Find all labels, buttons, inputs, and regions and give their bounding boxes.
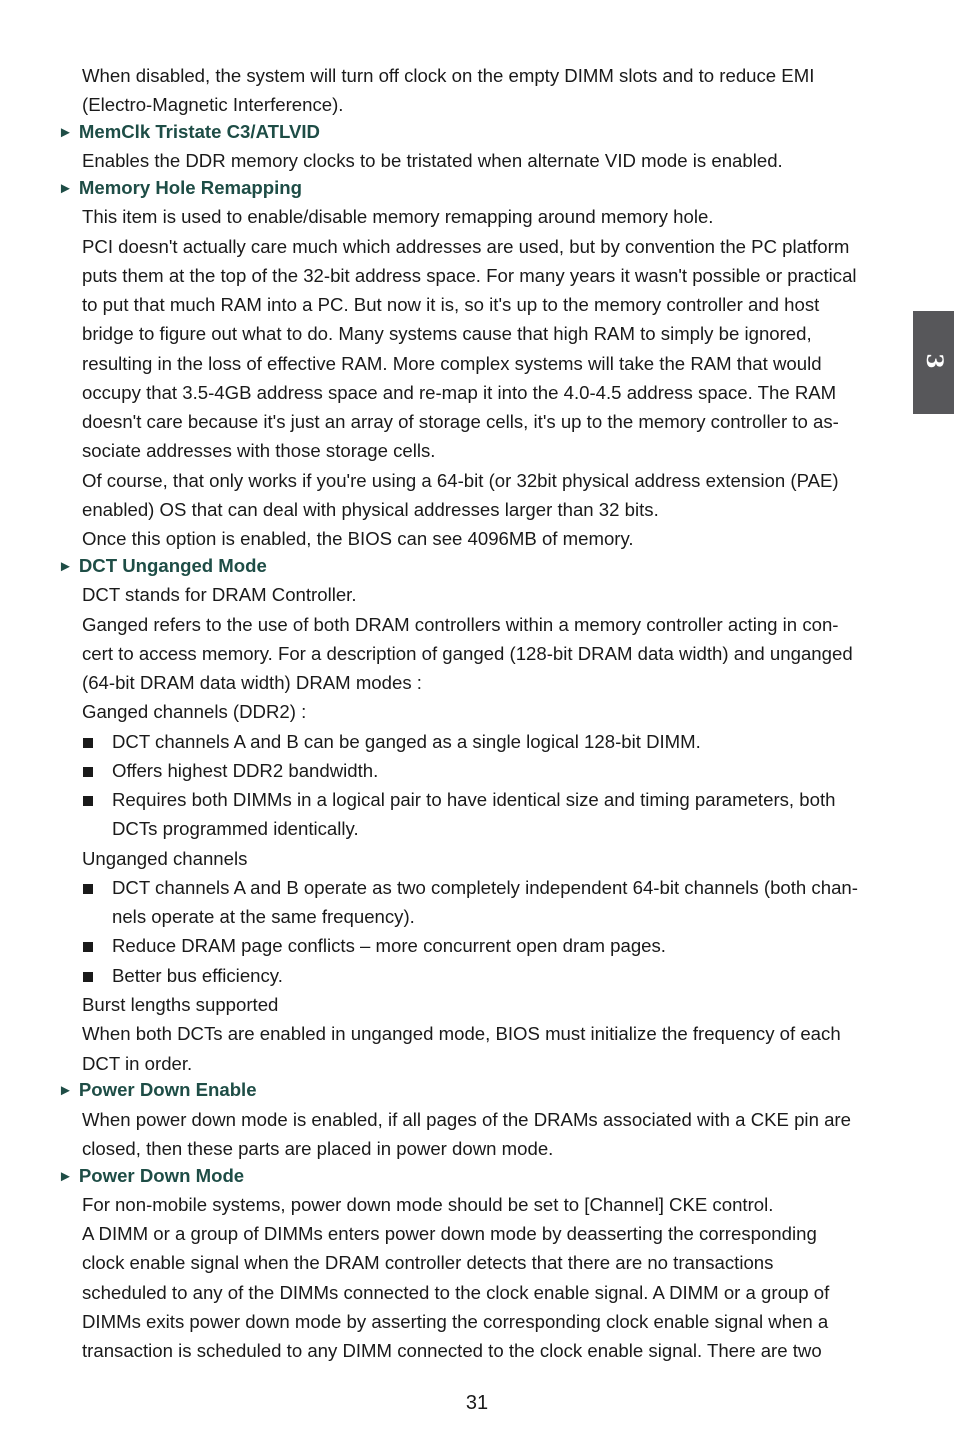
body-text-line: (Electro-Magnetic Interference).	[82, 94, 344, 115]
section-heading-label: MemClk Tristate C3/ATLVID	[78, 121, 320, 142]
body-text-line: PCI doesn't actually care much which addresses are used, but by convention the PC platform	[82, 236, 850, 257]
body-text-line: closed, then these parts are placed in power down mode.	[82, 1138, 554, 1159]
body-text-line: doesn't care because it's just an array of storage cells, it's up to the memory controller to as-	[82, 411, 839, 432]
triangle-arrow-icon: ►	[58, 1168, 73, 1185]
section-heading-label: Power Down Enable	[78, 1079, 257, 1100]
page-number: 31	[465, 1392, 489, 1414]
chapter-side-tab	[913, 311, 954, 414]
triangle-arrow-icon: ►	[58, 558, 73, 575]
body-text-line: DCT stands for DRAM Controller.	[82, 584, 357, 605]
body-text-line: When power down mode is enabled, if all pages of the DRAMs associated with a CKE pin are	[82, 1109, 851, 1130]
body-text-line: puts them at the top of the 32-bit address space. For many years it wasn't possible or practical	[82, 265, 857, 286]
triangle-arrow-icon: ►	[58, 124, 73, 141]
bullet-text: nels operate at the same frequency).	[112, 906, 415, 927]
body-text-line: clock enable signal when the DRAM controller detects that there are no transactions	[82, 1252, 774, 1273]
body-text-line: transaction is scheduled to any DIMM connected to the clock enable signal. There are two	[82, 1340, 822, 1361]
square-bullet-icon	[83, 972, 93, 982]
body-text-line: DIMMs exits power down mode by asserting the corresponding clock enable signal when a	[82, 1311, 829, 1332]
section-heading-label: DCT Unganged Mode	[78, 555, 267, 576]
body-text-line: Unganged channels	[82, 848, 248, 869]
triangle-arrow-icon: ►	[58, 180, 73, 197]
section-heading-memory-hole-remapping	[58, 177, 302, 200]
section-heading-power-down-mode	[58, 1165, 244, 1188]
body-text-line: cert to access memory. For a description of ganged (128-bit DRAM data width) and unganged	[82, 643, 853, 664]
body-text-line: This item is used to enable/disable memory remapping around memory hole.	[82, 206, 714, 227]
body-text-line: For non-mobile systems, power down mode should be set to [Channel] CKE control.	[82, 1194, 774, 1215]
section-heading-label: Memory Hole Remapping	[78, 177, 303, 198]
section-heading-dct-unganged-mode	[58, 555, 267, 578]
body-text-line: resulting in the loss of effective RAM. More complex systems will take the RAM that would	[82, 353, 822, 374]
body-text-line: enabled) OS that can deal with physical addresses larger than 32 bits.	[82, 499, 659, 520]
body-text-line: (64-bit DRAM data width) DRAM modes :	[82, 672, 422, 693]
bullet-text: DCTs programmed identically.	[112, 818, 359, 839]
section-heading-memclk-tristate	[58, 121, 320, 144]
bullet-text: Requires both DIMMs in a logical pair to have identical size and timing parameters, both	[112, 789, 836, 810]
body-text-line: scheduled to any of the DIMMs connected to the clock enable signal. A DIMM or a group of	[82, 1282, 830, 1303]
body-text-line: Of course, that only works if you're using a 64-bit (or 32bit physical address extension (PAE)	[82, 470, 839, 491]
body-text-line: DCT in order.	[82, 1053, 193, 1074]
body-text-line: to put that much RAM into a PC. But now it is, so it's up to the memory controller and host	[82, 294, 820, 315]
body-text-line: Ganged channels (DDR2) :	[82, 701, 307, 722]
body-text-line: Burst lengths supported	[82, 994, 279, 1015]
chapter-number: 3	[921, 353, 947, 369]
bullet-text: Reduce DRAM page conflicts – more concurrent open dram pages.	[112, 935, 666, 956]
body-text-line: occupy that 3.5-4GB address space and re-map it into the 4.0-4.5 address space. The RAM	[82, 382, 837, 403]
body-text-line: sociate addresses with those storage cells.	[82, 440, 436, 461]
body-text-line: Ganged refers to the use of both DRAM controllers within a memory controller acting in con-	[82, 614, 839, 635]
triangle-arrow-icon: ►	[58, 1082, 73, 1099]
square-bullet-icon	[83, 796, 93, 806]
section-heading-label: Power Down Mode	[78, 1165, 245, 1186]
bullet-text: Better bus efficiency.	[112, 965, 283, 986]
body-text-line: bridge to figure out what to do. Many systems cause that high RAM to simply be ignored,	[82, 323, 812, 344]
section-heading-power-down-enable	[58, 1079, 257, 1102]
bullet-text: Offers highest DDR2 bandwidth.	[112, 760, 379, 781]
body-text-line: A DIMM or a group of DIMMs enters power down mode by deasserting the corresponding	[82, 1223, 817, 1244]
body-text-line: When both DCTs are enabled in unganged mode, BIOS must initialize the frequency of each	[82, 1023, 841, 1044]
square-bullet-icon	[83, 884, 93, 894]
bullet-text: DCT channels A and B operate as two completely independent 64-bit channels (both chan-	[112, 877, 858, 898]
body-text-line: When disabled, the system will turn off clock on the empty DIMM slots and to reduce EMI	[82, 65, 815, 86]
body-text-line: Enables the DDR memory clocks to be tristated when alternate VID mode is enabled.	[82, 150, 783, 171]
body-text-line: Once this option is enabled, the BIOS can see 4096MB of memory.	[82, 528, 634, 549]
square-bullet-icon	[83, 942, 93, 952]
square-bullet-icon	[83, 767, 93, 777]
bullet-text: DCT channels A and B can be ganged as a single logical 128-bit DIMM.	[112, 731, 701, 752]
square-bullet-icon	[83, 738, 93, 748]
